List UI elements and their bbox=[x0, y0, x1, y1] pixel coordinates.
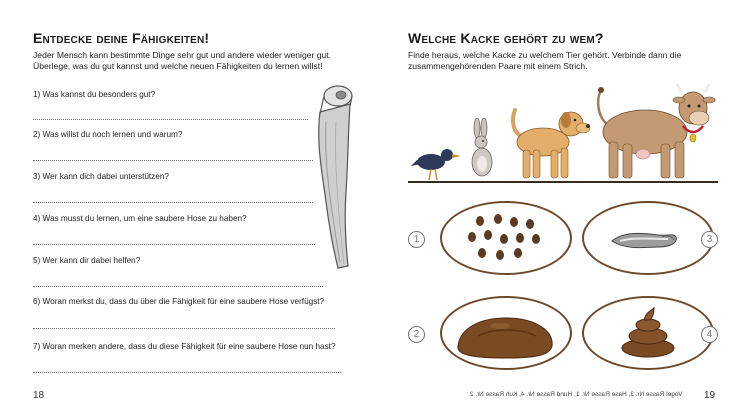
toilet-paper-roll-icon bbox=[312, 82, 357, 272]
dog-icon bbox=[509, 106, 591, 182]
tray-number-3: 3 bbox=[701, 231, 718, 248]
right-page-intro: Finde heraus, welche Kacke zu welchem Tier gehört. Verbinde dann die zusammengehörenden Paare mit einem Strich. bbox=[408, 50, 682, 71]
answer-line-6[interactable] bbox=[33, 328, 335, 329]
cow-pat-icon bbox=[442, 298, 570, 368]
ground-line bbox=[408, 181, 718, 183]
answer-line-4[interactable] bbox=[33, 244, 315, 245]
tray-pellets[interactable] bbox=[440, 201, 572, 275]
page-number-left: 18 bbox=[33, 390, 45, 401]
right-page-title: Welche Kacke gehört zu wem? bbox=[408, 30, 604, 46]
left-page-intro: Jeder Mensch kann bestimmte Dinge sehr gut und andere wieder weniger gut. Überlege, was du gut kannst und welche neuen Fähigkeiten du lernen willst! bbox=[33, 50, 332, 71]
answer-line-3[interactable] bbox=[33, 202, 313, 203]
question-3: 3) Wer kann dich dabei unterstützen? bbox=[33, 172, 169, 181]
bird-dropping-icon bbox=[584, 203, 712, 273]
tray-dog-poop[interactable] bbox=[582, 296, 714, 370]
question-5: 5) Wer kann dir dabei helfen? bbox=[33, 256, 141, 265]
answer-key-footer: Vogel Rasse Nr. 3, Hase Rasse Nr. 1, Hund Rasse Nr. 4, Kuh Rasse Nr. 2 bbox=[470, 391, 683, 398]
tray-number-4: 4 bbox=[701, 326, 718, 343]
page-number-right: 19 bbox=[704, 390, 716, 401]
left-page-title: Entdecke deine Fähigkeiten! bbox=[33, 30, 210, 46]
question-6: 6) Woran merkst du, dass du über die Fähigkeit für eine saubere Hose verfügst? bbox=[33, 297, 325, 306]
cow-icon bbox=[595, 82, 719, 182]
tray-number-2: 2 bbox=[408, 326, 425, 343]
tray-cow-pat[interactable] bbox=[440, 296, 572, 370]
answer-line-7[interactable] bbox=[33, 372, 341, 373]
question-2: 2) Was willst du noch lernen und warum? bbox=[33, 130, 183, 139]
dog-poop-icon bbox=[584, 298, 712, 368]
pellets-icon bbox=[442, 203, 570, 273]
bird-icon bbox=[411, 146, 461, 182]
tray-bird-dropping[interactable] bbox=[582, 201, 714, 275]
answer-line-1[interactable] bbox=[33, 119, 308, 120]
question-7: 7) Woran merken andere, dass du diese Fähigkeit für eine saubere Hose nun hast? bbox=[33, 342, 336, 351]
question-4: 4) Was musst du lernen, um eine saubere Hose zu haben? bbox=[33, 214, 247, 223]
rabbit-icon bbox=[468, 118, 496, 182]
answer-line-2[interactable] bbox=[33, 160, 313, 161]
answer-line-5[interactable] bbox=[33, 286, 323, 287]
question-1: 1) Was kannst du besonders gut? bbox=[33, 90, 156, 99]
right-page bbox=[375, 0, 750, 419]
tray-number-1: 1 bbox=[408, 231, 425, 248]
